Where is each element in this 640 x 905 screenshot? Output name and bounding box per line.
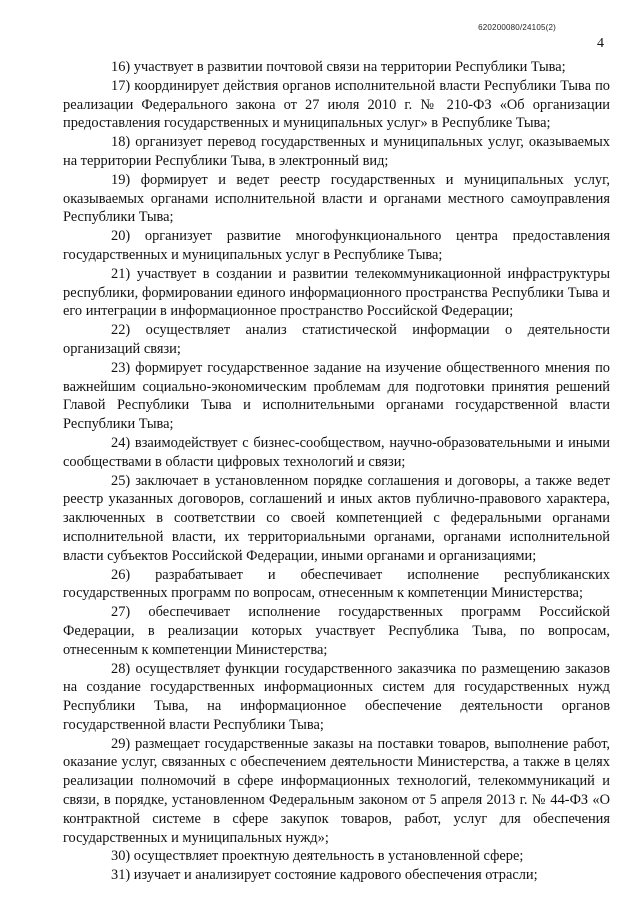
paragraph-27: 27) обеспечивает исполнение государственных программ Российской Федерации, в реализации которых участвует Республика Тыва, по вопросам, отнесенным к компетенции Министерства; bbox=[63, 604, 610, 658]
page-number: 4 bbox=[597, 36, 604, 51]
paragraph-23: 23) формирует государственное задание на изучение общественного мнения по важнейшим социально-экономическим проблемам для подготовки принятия решений Главой Республики Тыва и исполнительными органами государственной власти Республики Тыва; bbox=[63, 359, 610, 433]
paragraph-21: 21) участвует в создании и развитии телекоммуникационной инфраструктуры республики, формировании единого информационного пространства Республики Тыва и его интеграции в информационное пространство Российской Федерации; bbox=[63, 265, 610, 320]
paragraph-30: 30) осуществляет проектную деятельность в установленной сфере; bbox=[111, 848, 524, 865]
paragraph-20: 20) организует развитие многофункционального центра предоставления государственных и муниципальных услуг в Республике Тыва; bbox=[63, 228, 610, 263]
paragraph-29: 29) размещает государственные заказы на поставки товаров, выполнение работ, оказание услуг, связанных с обеспечением деятельности Министерства, а также в целях реализации полномочий в сфере информационных технологий, телекоммуникаций и связи, в порядке, установленном Федеральным законом от 5 апреля 2013 г. № 44-ФЗ «О контрактной системе в сфере закупок товаров, работ, услуг для обеспечения государственных и муниципальных нужд»; bbox=[63, 735, 610, 846]
paragraph-17: 17) координирует действия органов исполнительной власти Республики Тыва по реализации Федерального закона от 27 июля 2010 г. № 210-ФЗ «Об организации предоставления государственных и муниципальных услуг» в Республике Тыва; bbox=[63, 77, 610, 132]
document-body bbox=[63, 58, 610, 885]
paragraph-25: 25) заключает в установленном порядке соглашения и договоры, а также ведет реестр указанных договоров, соглашений и иных актов публично-правового характера, заключенных в соответствии со своей компетенцией с федеральными органами исполнительной власти, их территориальными органами, органами исполнительной власти субъектов Российской Федерации, иными органами и организациями; bbox=[63, 472, 610, 564]
paragraph-19: 19) формирует и ведет реестр государственных и муниципальных услуг, оказываемых органами исполнительной власти и органами местного самоуправления Республики Тыва; bbox=[63, 171, 610, 226]
paragraph-18: 18) организует перевод государственных и муниципальных услуг, оказываемых на территории Республики Тыва, в электронный вид; bbox=[63, 134, 610, 169]
paragraph-28: 28) осуществляет функции государственного заказчика по размещению заказов на создание государственных информационных систем для государственных нужд Республики Тыва, на информационное обеспечение деятельности органов государственной власти Республики Тыва; bbox=[63, 660, 610, 733]
paragraph-24: 24) взаимодействует с бизнес-сообществом, научно-образовательными и иными сообществами в области цифровых технологий и связи; bbox=[63, 434, 610, 470]
document-id: 620200080/24105(2) bbox=[478, 23, 556, 32]
paragraph-31: 31) изучает и анализирует состояние кадрового обеспечения отрасли; bbox=[111, 867, 538, 884]
paragraph-26: 26) разрабатывает и обеспечивает исполнение республиканских государственных программ по вопросам, отнесенным к компетенции Министерства; bbox=[63, 566, 610, 602]
paragraph-16: 16) участвует в развитии почтовой связи на территории Республики Тыва; bbox=[111, 59, 566, 75]
paragraph-22: 22) осуществляет анализ статистической информации о деятельности организаций связи; bbox=[63, 322, 610, 357]
